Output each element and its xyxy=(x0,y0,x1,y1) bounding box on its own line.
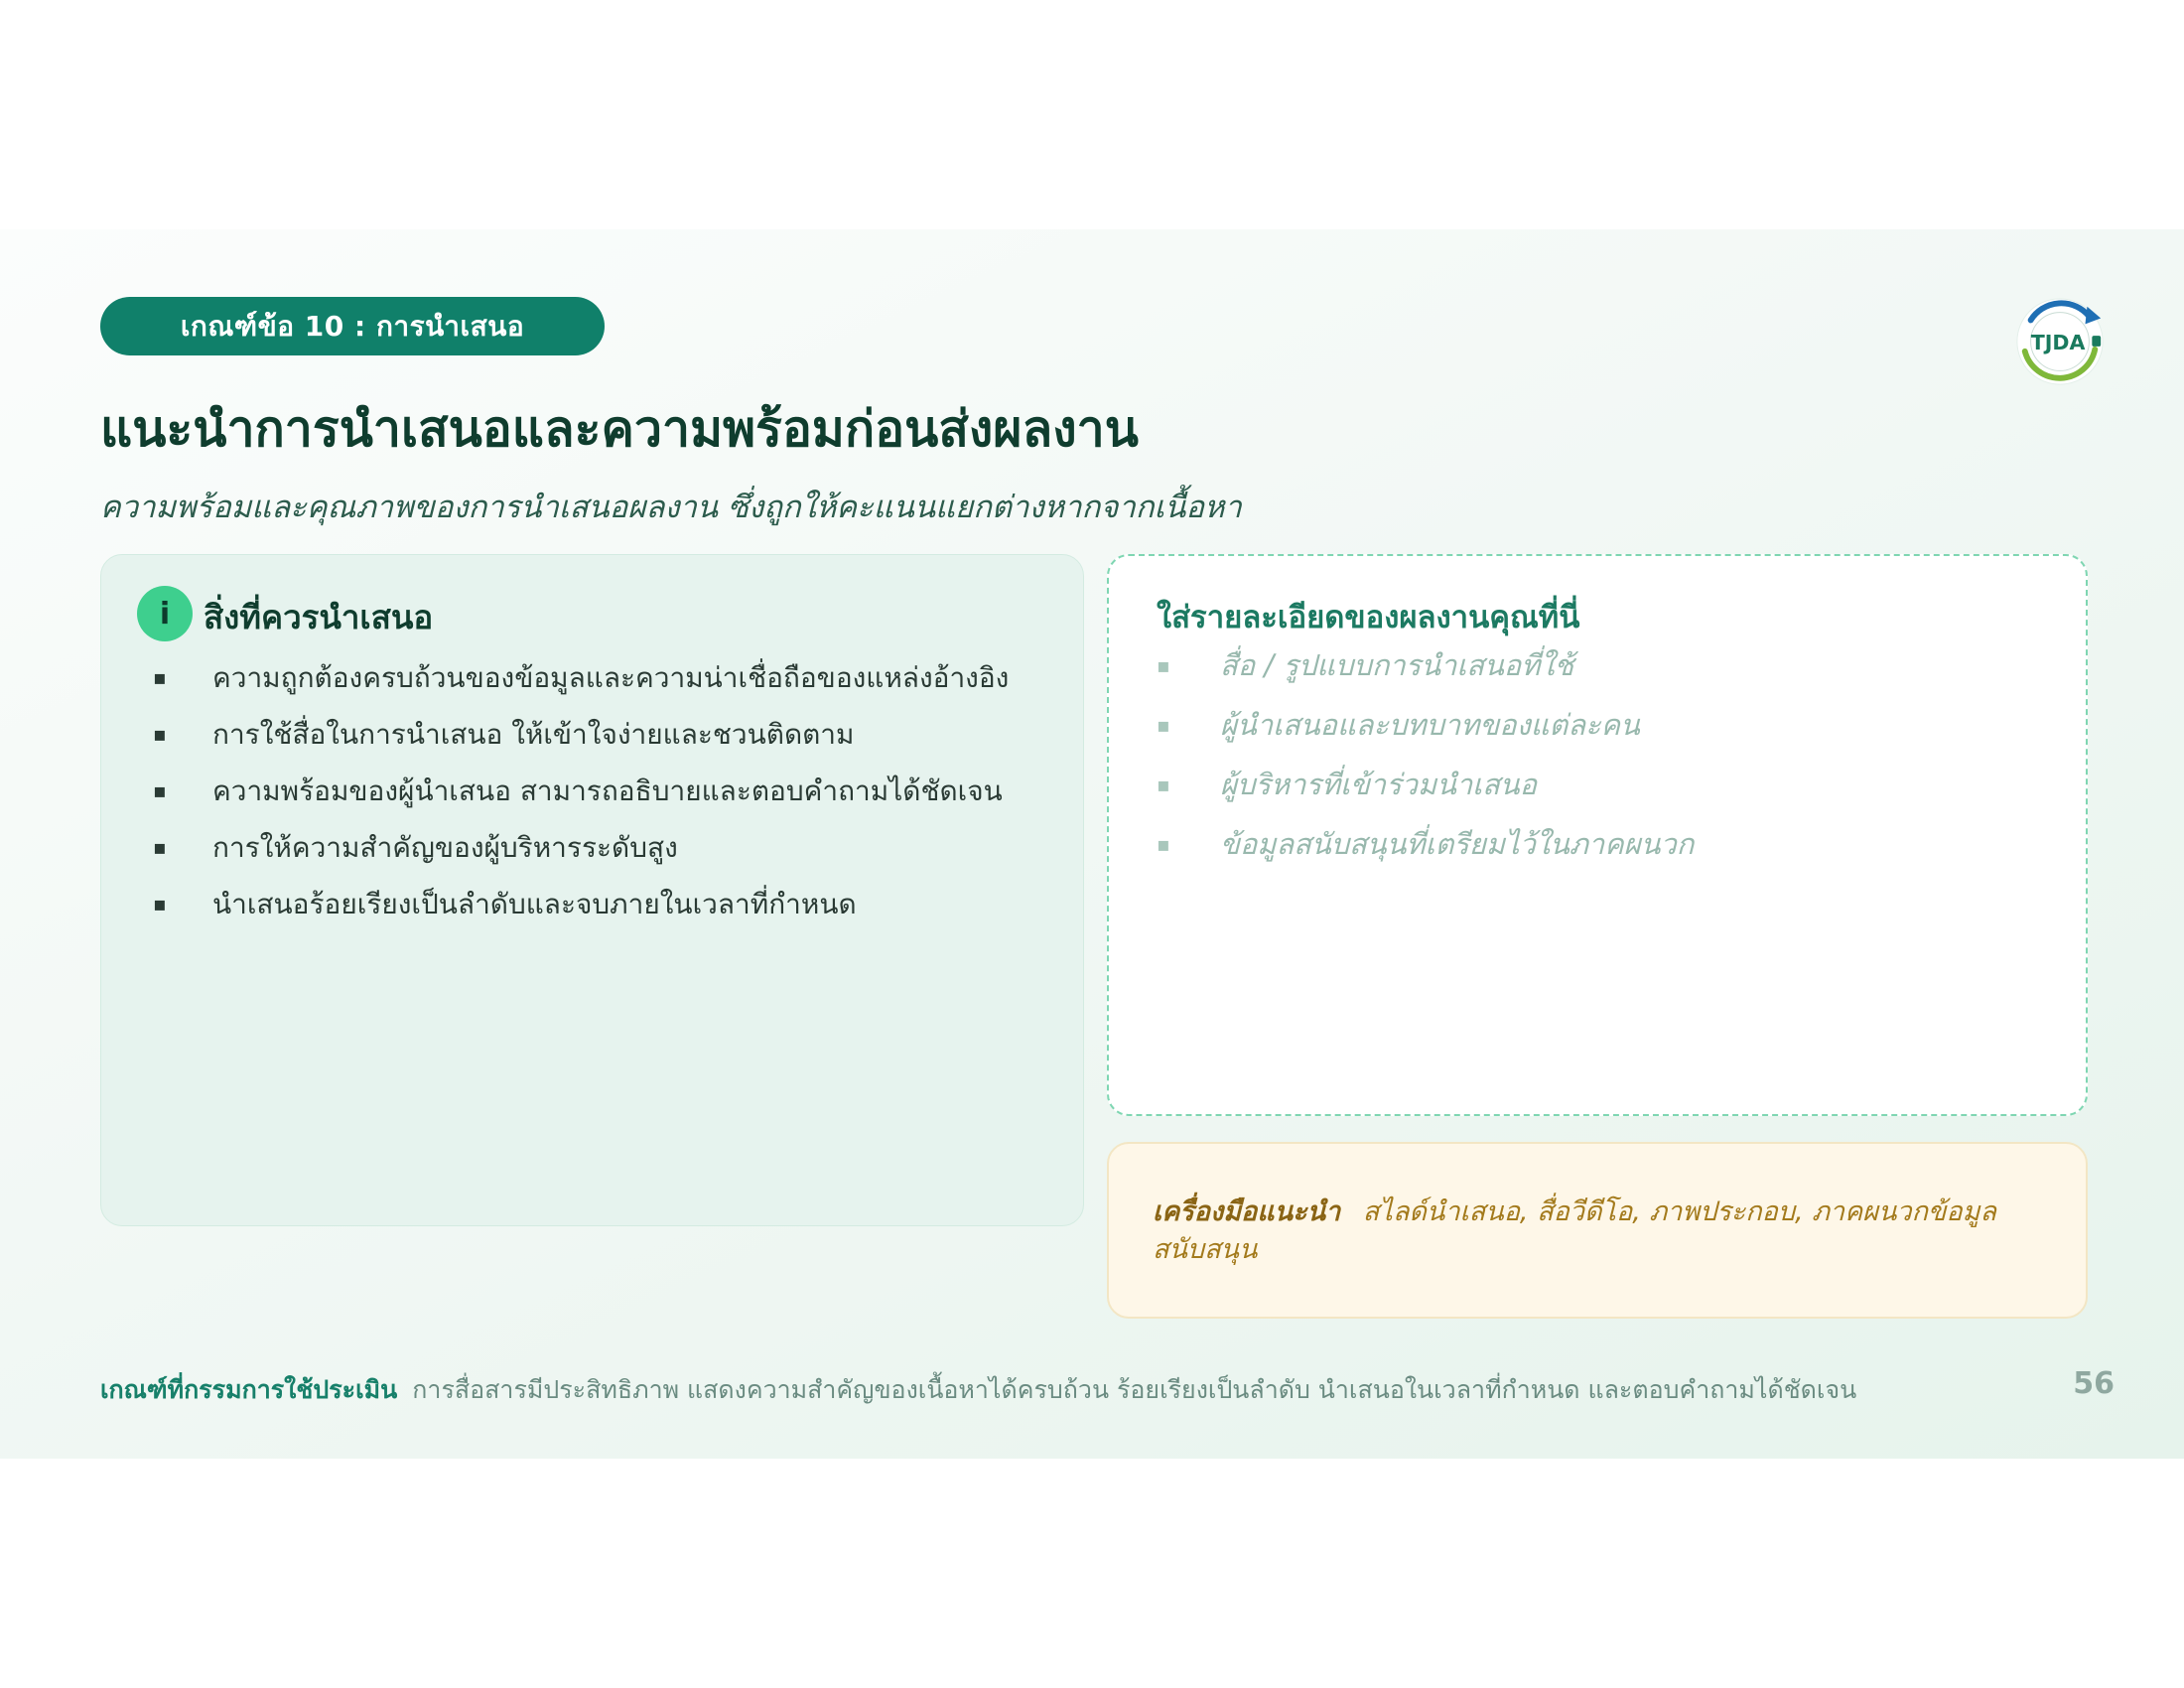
criterion-badge xyxy=(100,297,605,355)
placeholder-item xyxy=(1157,824,2050,884)
svg-text:TJDA: TJDA xyxy=(2030,330,2086,354)
details-list xyxy=(1157,645,2050,884)
tjda-logo xyxy=(2011,293,2109,390)
bullet-icon: ▪ xyxy=(153,835,167,859)
list-item-text: ความถูกต้องครบถ้วนของข้อมูลและความน่าเชื่อถือของแหล่งอ้างอิง xyxy=(212,661,1010,694)
details-placeholder-card[interactable] xyxy=(1107,554,2088,1116)
bullet-icon: ▪ xyxy=(1157,832,1170,856)
tools-label: เครื่องมือแนะนำ xyxy=(1153,1196,1341,1227)
bullet-icon: ▪ xyxy=(1157,773,1170,796)
placeholder-item-text: สื่อ / รูปแบบการนำเสนอที่ใช้ xyxy=(1220,648,1574,682)
list-item xyxy=(147,770,1021,812)
bullet-icon: ▪ xyxy=(153,665,167,689)
bullet-icon: ▪ xyxy=(1157,653,1170,677)
list-item-text: การให้ความสำคัญของผู้บริหารระดับสูง xyxy=(212,831,678,864)
footer xyxy=(100,1370,1986,1410)
guidance-card xyxy=(100,554,1084,1226)
placeholder-item-text: ผู้บริหารที่เข้าร่วมนำเสนอ xyxy=(1220,768,1538,801)
guidance-title: สิ่งที่ควรนำเสนอ xyxy=(204,598,434,636)
list-item-text: ความพร้อมของผู้นำเสนอ สามารถอธิบายและตอบคำถามได้ชัดเจน xyxy=(212,774,1003,807)
info-icon-label: i xyxy=(159,596,171,632)
placeholder-item xyxy=(1157,765,2050,824)
info-icon xyxy=(137,586,193,641)
guidance-list xyxy=(147,656,1021,939)
bullet-icon: ▪ xyxy=(1157,713,1170,737)
bullet-icon: ▪ xyxy=(153,722,167,746)
slide xyxy=(0,229,2184,1459)
list-item xyxy=(147,883,1021,925)
recommended-tools-card xyxy=(1107,1142,2088,1319)
bullet-icon: ▪ xyxy=(153,778,167,802)
details-title: ใส่รายละเอียดของผลงานคุณที่นี่ xyxy=(1157,600,1580,635)
list-item-text: การใช้สื่อในการนำเสนอ ให้เข้าใจง่ายและชวนติดตาม xyxy=(212,718,855,751)
tools-text: สไลด์นำเสนอ, สื่อวีดีโอ, ภาพประกอบ, ภาคผนวกข้อมูลสนับสนุน xyxy=(1153,1196,1996,1265)
placeholder-item-text: ข้อมูลสนับสนุนที่เตรียมไว้ในภาคผนวก xyxy=(1220,827,1695,861)
page-title: แนะนำการนำเสนอและความพร้อมก่อนส่งผลงาน xyxy=(100,400,1139,458)
page-number: 56 xyxy=(2073,1366,2115,1401)
list-item xyxy=(147,826,1021,869)
list-item xyxy=(147,656,1021,699)
bullet-icon: ▪ xyxy=(153,892,167,915)
placeholder-item-text: ผู้นำเสนอและบทบาทของแต่ละคน xyxy=(1220,708,1640,742)
footer-text: การสื่อสารมีประสิทธิภาพ แสดงความสำคัญของเนื้อหาได้ครบถ้วน ร้อยเรียงเป็นลำดับ นำเสนอในเวลาที่กำหนด และตอบคำถามได้ชัดเจน xyxy=(412,1375,1857,1404)
placeholder-item xyxy=(1157,705,2050,765)
page-subtitle: ความพร้อมและคุณภาพของการนำเสนอผลงาน ซึ่งถูกให้คะแนนแยกต่างหากจากเนื้อหา xyxy=(100,490,1242,525)
list-item-text: นำเสนอร้อยเรียงเป็นลำดับและจบภายในเวลาที่กำหนด xyxy=(212,888,857,920)
footer-label: เกณฑ์ที่กรรมการใช้ประเมิน xyxy=(100,1375,398,1404)
placeholder-item xyxy=(1157,645,2050,705)
criterion-badge-label: เกณฑ์ข้อ 10 : การนำเสนอ xyxy=(180,309,525,343)
list-item xyxy=(147,713,1021,756)
